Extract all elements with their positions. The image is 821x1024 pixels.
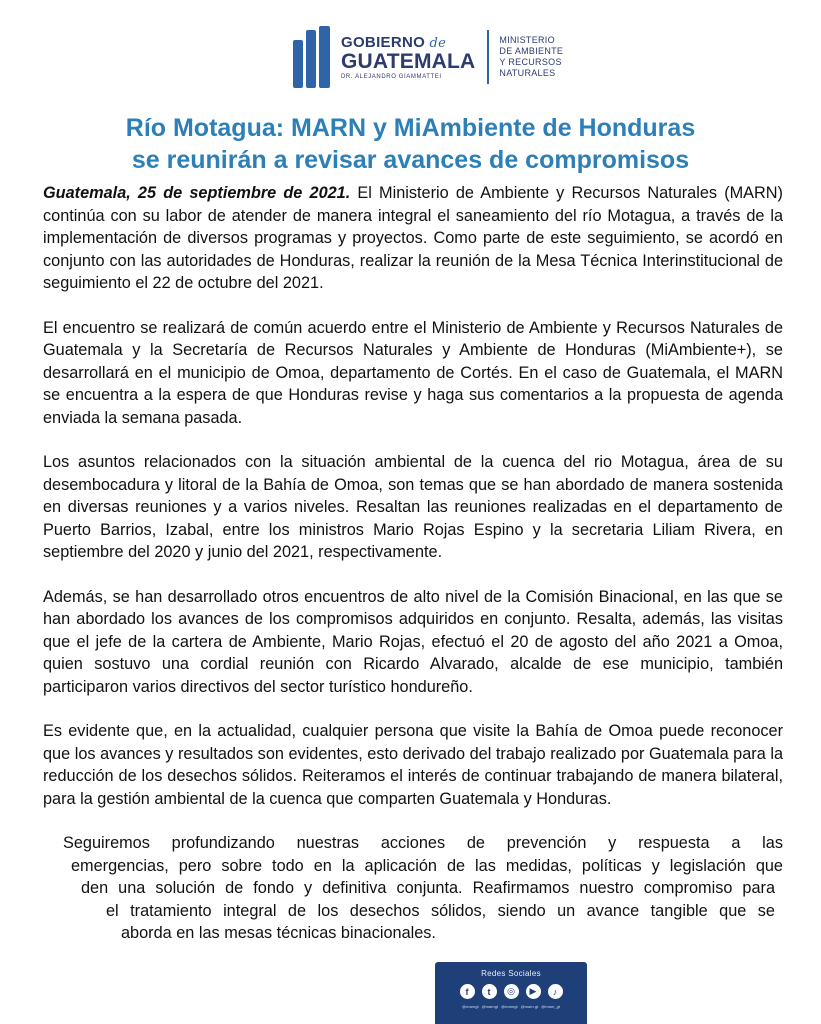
gov-main-text: GUATEMALA: [341, 49, 476, 73]
social-icons: [460, 984, 563, 999]
paragraph-4: Además, se han desarrollado otros encuentros de alto nivel de la Comisión Binacional, en las que se han abordado los avances de los compromisos adquiridos en conjunto. Resalta, además, las visitas que el jefe de la cartera de Ambiente, Mario Rojas, efectuó el 20 de agosto del año 2021 a Omoa, quien sostuvo una cordial reunión con Ricardo Alvarado, alcalde de ese municipio, también participaron varios directivos del sector turístico hondureño.: [43, 587, 783, 696]
page-title: [60, 112, 761, 176]
social-handle: @marngt: [501, 1004, 518, 1009]
ministry-line: NATURALES: [499, 68, 556, 78]
gov-de-text: de: [429, 35, 447, 51]
social-handles: [462, 1004, 560, 1009]
ministry-line: Y RECURSOS: [499, 57, 562, 67]
title-line-2: se reunirán a revisar avances de compromisos: [131, 146, 690, 174]
social-handle: @marn.gt: [520, 1004, 539, 1009]
paragraph-1-text: El Ministerio de Ambiente y Recursos Naturales (MARN) continúa con su labor de atender de manera integral el saneamiento del río Motagua, a través de la implementación de diversos programas y proyectos. Como parte de este seguimiento, se acordó en conjunto con las autoridades de Honduras, realizar la reunión de la Mesa Técnica Interinstitucional de seguimiento el 22 de octubre del 2021.: [43, 184, 783, 292]
gov-sub-text: DR. ALEJANDRO GIAMMATTEI: [341, 73, 442, 80]
logo-divider: [487, 30, 489, 84]
twitter-icon[interactable]: t: [482, 984, 497, 999]
paragraph-6-line: el tratamiento integral de los desechos sólidos, siendo un avance tangible que se: [106, 901, 775, 920]
ministry-line: MINISTERIO: [499, 35, 555, 45]
facebook-icon[interactable]: f: [460, 984, 475, 999]
paragraph-6-line: emergencias, pero sobre todo en la aplicación de las medidas, políticas y legislación que: [71, 856, 783, 875]
youtube-icon[interactable]: ▶: [526, 984, 541, 999]
government-logo: [293, 22, 563, 92]
gov-top-text: GOBIERNO: [341, 33, 426, 51]
paragraph-6-line: den una solución de fondo y definitiva conjunta. Reafirmamos nuestro compromiso para: [81, 879, 775, 897]
title-line-1: Río Motagua: MARN y MiAmbiente de Honduras: [125, 114, 696, 142]
social-handle: @marngt: [462, 1004, 479, 1009]
instagram-icon[interactable]: ◎: [504, 984, 519, 999]
social-handle: @marngt: [481, 1004, 499, 1009]
dateline: Guatemala, 25 de septiembre de 2021.: [43, 184, 351, 202]
ministry-line: DE AMBIENTE: [499, 46, 564, 56]
paragraph-6-line: Seguiremos profundizando nuestras acciones de prevención y respuesta a las: [63, 834, 783, 852]
paragraph-6-line: aborda en las mesas técnicas binacionales.: [121, 924, 436, 942]
social-media-footer: [435, 962, 587, 1024]
footer-title: Redes Sociales: [481, 969, 541, 978]
paragraph-6: [61, 832, 783, 945]
tiktok-icon[interactable]: ♪: [548, 984, 563, 999]
paragraph-2: El encuentro se realizará de común acuerdo entre el Ministerio de Ambiente y Recursos Naturales de Guatemala y la Secretaría de Recursos Naturales y Ambiente de Honduras (MiAmbiente+), se desarrollará en el municipio de Omoa, departamento de Cortés. En el caso de Guatemala, el MARN se encuentra a la espera de que Honduras revise y haga sus comentarios a la propuesta de agenda enviada la semana pasada.: [43, 318, 783, 427]
ministry-name: [499, 35, 563, 79]
paragraph-5: Es evidente que, en la actualidad, cualquier persona que visite la Bahía de Omoa puede reconocer que los avances y resultados son evidentes, esto derivado del trabajo realizado por Guatemala para la reducción de los desechos sólidos. Reiteramos el interés de continuar trabajando de manera bilateral, para la gestión ambiental de la cuenca que comparten Guatemala y Honduras.: [43, 722, 783, 808]
guatemala-logo-icon: [293, 26, 333, 88]
social-handle: @marn_gt: [541, 1004, 560, 1009]
article-body: [43, 182, 783, 967]
paragraph-3: Los asuntos relacionados con la situación ambiental de la cuenca del rio Motagua, área de su desembocadura y litoral de la Bahía de Omoa, son temas que se han abordado de manera sostenida en diversas reuniones y a varios niveles. Resaltan las reuniones realizadas en el departamento de Puerto Barrios, Izabal, entre los ministros Mario Rojas Espino y la secretaria Liliam Rivera, en septiembre del 2020 y junio del 2021, respectivamente.: [43, 453, 783, 561]
government-wordmark: [341, 35, 475, 80]
paragraph-1: [43, 182, 783, 295]
